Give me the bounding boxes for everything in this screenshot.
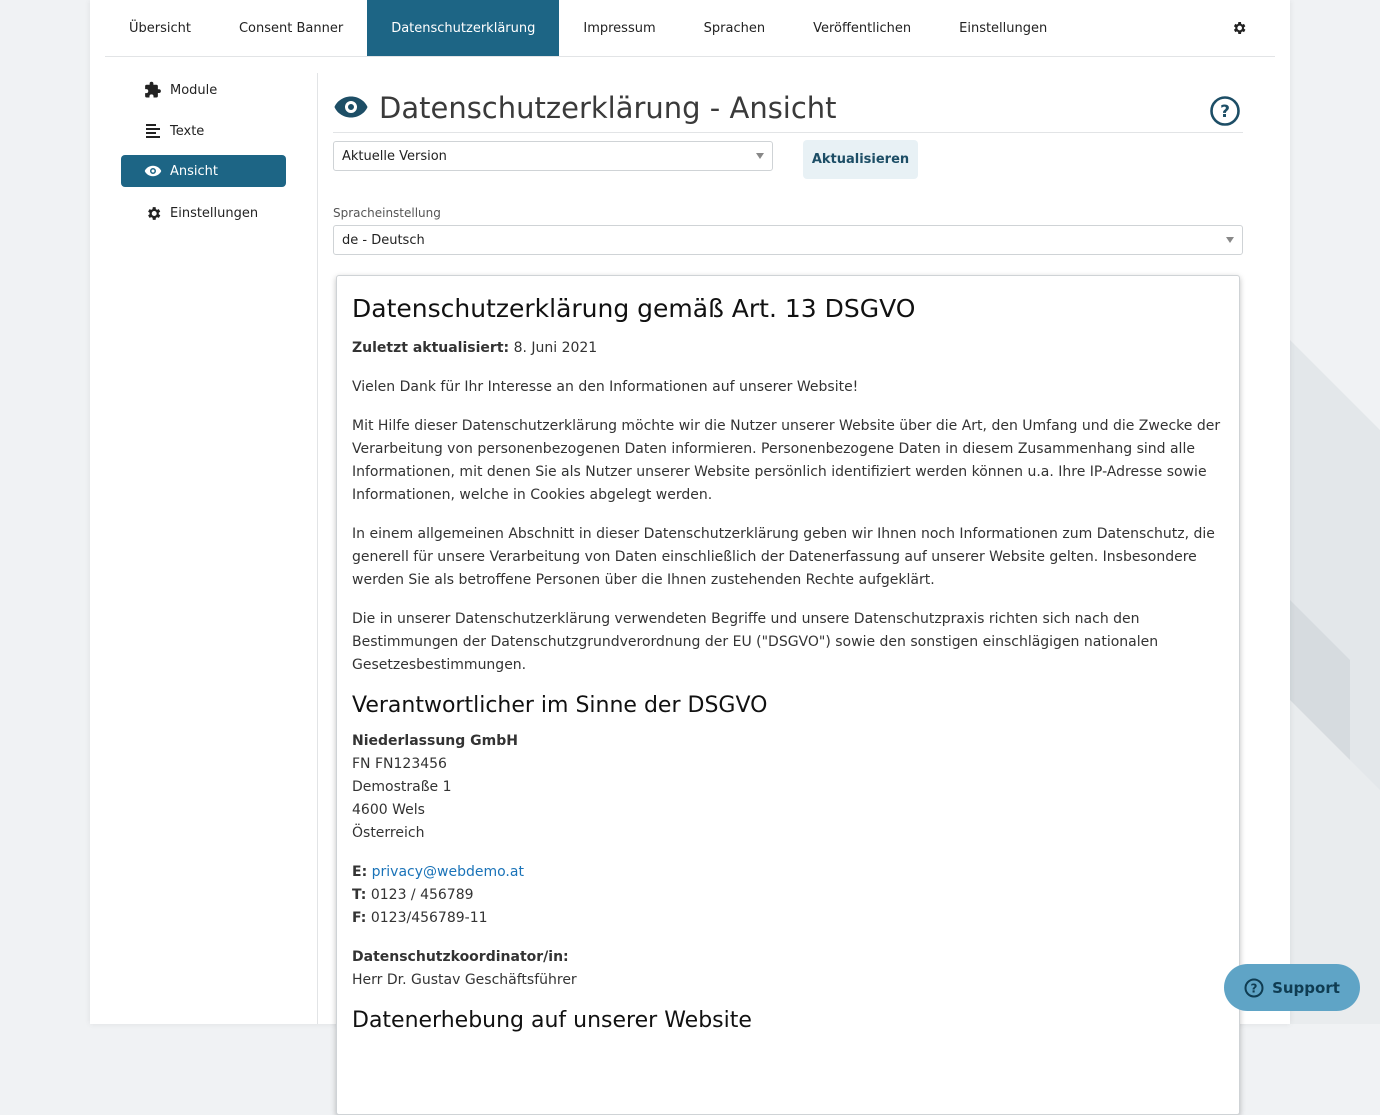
updated-label: Zuletzt aktualisiert: xyxy=(352,340,510,356)
phone-value: 0123 / 456789 xyxy=(370,887,474,903)
coordinator-name: Herr Dr. Gustav Geschäftsführer xyxy=(352,972,577,988)
updated-line xyxy=(352,337,1224,360)
tab-publish[interactable]: Veröffentlichen xyxy=(813,20,912,36)
privacy-policy-preview[interactable] xyxy=(336,275,1240,1115)
tab-settings[interactable]: Einstellungen xyxy=(959,20,1048,36)
company-name: Niederlassung GmbH xyxy=(352,733,518,749)
section-heading-collection: Datenerhebung auf unserer Website xyxy=(352,1008,752,1033)
contact-details xyxy=(352,861,1224,930)
update-button[interactable]: Aktualisieren xyxy=(803,140,918,179)
eye-icon xyxy=(333,89,369,125)
tab-imprint[interactable]: Impressum xyxy=(583,20,656,36)
main-content xyxy=(333,73,1243,1033)
address-line: Österreich xyxy=(352,825,425,841)
controller-address xyxy=(352,730,1224,845)
help-icon[interactable] xyxy=(1209,95,1241,127)
tab-consent-banner[interactable]: Consent Banner xyxy=(238,20,344,36)
sidebar-item-label: Ansicht xyxy=(170,163,219,179)
sidebar xyxy=(105,73,318,1024)
sidebar-item-module[interactable] xyxy=(121,74,286,106)
address-line: Demostraße 1 xyxy=(352,779,452,795)
document-heading: Datenschutzerklärung gemäß Art. 13 DSGVO xyxy=(352,294,916,323)
sidebar-item-einstellungen[interactable] xyxy=(121,197,286,229)
coordinator-details xyxy=(352,946,1224,992)
chevron-down-icon xyxy=(756,153,764,159)
support-label: Support xyxy=(1272,978,1340,997)
email-label: E: xyxy=(352,864,368,880)
gear-icon[interactable] xyxy=(1231,20,1247,36)
coordinator-label: Datenschutzkoordinator/in: xyxy=(352,949,569,965)
question-icon xyxy=(1244,978,1264,998)
paragraph: Mit Hilfe dieser Datenschutzerklärung möchte wir die Nutzer unserer Website über die Art, den Umfang und die Zwecke der Verarbeitung von personenbezogenen Daten informieren. Personenbezogene Daten in diesem Zusammenhang sind alle Informationen, mit denen Sie als Nutzer unserer Website persönlich identifiziert werden können u.a. Ihre IP-Adresse sowie Informationen, welche in Cookies abgelegt werden. xyxy=(352,418,1221,503)
background-decoration xyxy=(1290,0,1380,1024)
sidebar-item-label: Einstellungen xyxy=(170,205,259,221)
version-select[interactable] xyxy=(333,141,773,171)
gear-icon xyxy=(144,204,162,222)
language-label: Spracheinstellung xyxy=(333,206,441,220)
top-navigation xyxy=(105,0,1275,57)
page-title: Datenschutzerklärung - Ansicht xyxy=(379,91,837,125)
sidebar-item-ansicht[interactable] xyxy=(121,155,286,187)
support-button[interactable] xyxy=(1224,964,1360,1011)
updated-date: 8. Juni 2021 xyxy=(513,340,598,356)
tab-languages[interactable]: Sprachen xyxy=(703,20,766,36)
email-link[interactable]: privacy@webdemo.at xyxy=(371,864,524,880)
sidebar-item-label: Texte xyxy=(170,123,205,139)
text-lines-icon xyxy=(144,122,162,140)
sidebar-item-label: Module xyxy=(170,82,218,98)
puzzle-icon xyxy=(144,81,162,99)
chevron-down-icon xyxy=(1226,237,1234,243)
paragraph: Die in unserer Datenschutzerklärung verwendeten Begriffe und unsere Datenschutzpraxis richten sich nach den Bestimmungen der Datenschutzgrundverordnung der EU ("DSGVO") sowie den sonstigen einschlägigen nationalen Gesetzesbestimmungen. xyxy=(352,611,1159,673)
app-page xyxy=(90,0,1290,1033)
address-line: FN FN123456 xyxy=(352,756,447,772)
eye-icon xyxy=(144,162,162,180)
language-select-value: de - Deutsch xyxy=(342,232,425,248)
paragraph: In einem allgemeinen Abschnitt in dieser Datenschutzerklärung geben wir Ihnen noch Informationen zum Datenschutz, die generell für unsere Verarbeitung von Daten einschließlich der Datenerfassung auf unserer Website gelten. Insbesondere werden Sie als betroffene Personen über die Ihnen zustehenden Rechte aufgeklärt. xyxy=(352,526,1215,588)
sidebar-item-texte[interactable] xyxy=(121,115,286,147)
language-select[interactable] xyxy=(333,225,1243,255)
svg-text:?: ? xyxy=(1220,102,1230,122)
fax-value: 0123/456789-11 xyxy=(370,910,488,926)
section-heading-controller: Verantwortlicher im Sinne der DSGVO xyxy=(352,693,768,718)
svg-text:?: ? xyxy=(1250,981,1258,995)
page-header xyxy=(333,73,1243,133)
tab-privacy-policy[interactable]: Datenschutzerklärung xyxy=(367,0,559,56)
address-line: 4600 Wels xyxy=(352,802,425,818)
version-select-value: Aktuelle Version xyxy=(342,148,447,164)
phone-label: T: xyxy=(352,887,367,903)
paragraph: Vielen Dank für Ihr Interesse an den Informationen auf unserer Website! xyxy=(352,379,859,395)
fax-label: F: xyxy=(352,910,367,926)
tab-overview[interactable]: Übersicht xyxy=(129,20,191,36)
